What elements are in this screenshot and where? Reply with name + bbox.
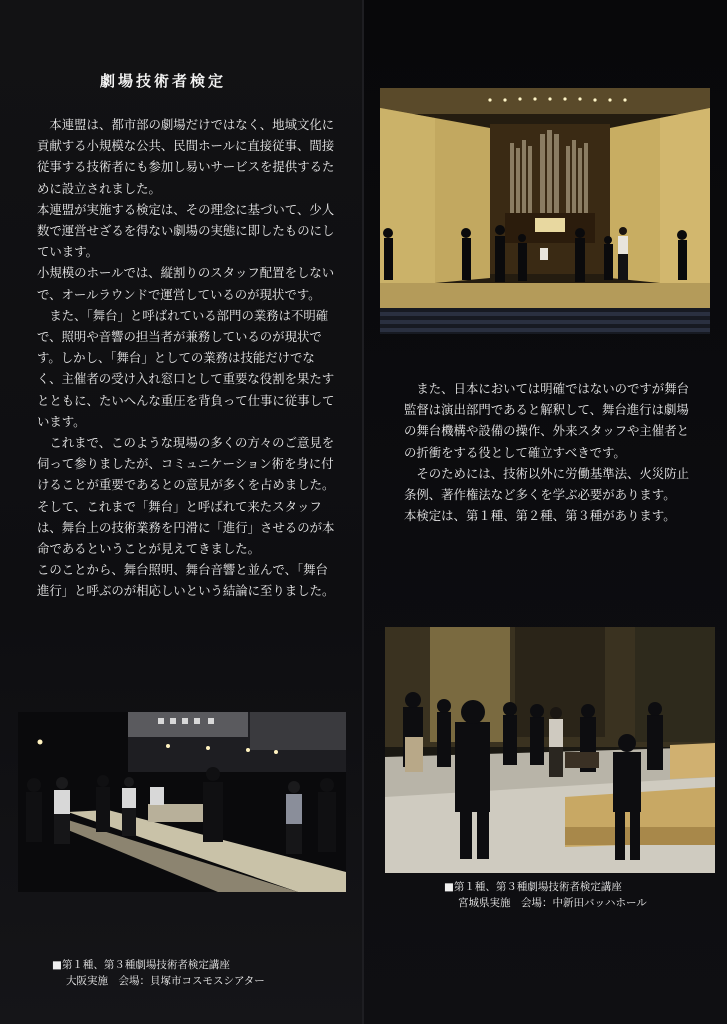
left-body-text xyxy=(37,114,337,602)
right-caption-line-1: ■第１種、第３種劇場技術者検定講座 xyxy=(444,881,622,893)
right-body-text xyxy=(404,378,694,526)
left-paragraph-2: 本連盟が実施する検定は、その理念に基づいて、少人数で運営せざるを得ない劇場の実態に即したものにしています。 xyxy=(37,201,335,260)
left-paragraph-1: 本連盟は、都市部の劇場だけではなく、地域文化に貢献する小規模な公共、民間ホールに直接従事、間接従事する技術者にも参加し易いサービスを提供するために設立されました。 xyxy=(37,117,335,196)
right-caption-line-2: 宮城県実施 会場：中新田バッハホール xyxy=(458,897,647,909)
right-paragraph-1: また、日本においては明確ではないのですが舞台監督は演出部門であると解釈して、舞台進行は劇場の舞台機構や設備の操作、外来スタッフや主催者との折衝をする役として確立すべきです。 xyxy=(404,381,689,460)
concert-hall-stage-photo xyxy=(380,88,710,334)
left-paragraph-6: このことから、舞台照明、舞台音響と並んで、「舞台進行」と呼ぶのが相応しいという結論に至りました。 xyxy=(37,562,335,599)
column-divider xyxy=(362,0,364,1024)
right-paragraph-2: そのためには、技術以外に労働基準法、火災防止条例、著作権法など多くを学ぶ必要があります。 xyxy=(404,465,689,503)
left-paragraph-3: 小規模のホールでは、縦割りのスタッフ配置をしないで、オールラウンドで運営しているのが現状です。 xyxy=(37,265,335,302)
left-caption-line-2: 大阪実施 会場：貝塚市コスモスシアター xyxy=(66,975,265,987)
stage-platform-workshop-photo xyxy=(385,627,715,873)
page-title: 劇場技術者検定 xyxy=(100,72,227,90)
left-caption-line-1: ■第１種、第３種劇場技術者検定講座 xyxy=(52,959,230,971)
right-paragraph-3: 本検定は、第１種、第２種、第３種があります。 xyxy=(404,508,676,524)
theater-long-stage-workshop-photo xyxy=(18,712,346,892)
left-paragraph-4: また、「舞台」と呼ばれている部門の業務は不明確で、照明や音響の担当者が兼務しているのが現状です。しかし、「舞台」としての業務は技能だけでなく、主催者の受け入れ窓口として重要な役割を果たすとともに、たいへんな重圧を背負って仕事に従事しています。 xyxy=(37,307,335,429)
left-photo-caption xyxy=(52,957,312,989)
left-paragraph-5: これまで、このような現場の多くの方々のご意見を伺って参りましたが、コミュニケーション術を身に付けることが重要であるとの意見が多くを占めました。そして、これまで「舞台」と呼ばれて来たスタッフは、舞台上の技術業務を円滑に「進行」させるのが本命であるということが見えてきました。 xyxy=(37,435,335,557)
right-photo-caption xyxy=(444,879,704,911)
